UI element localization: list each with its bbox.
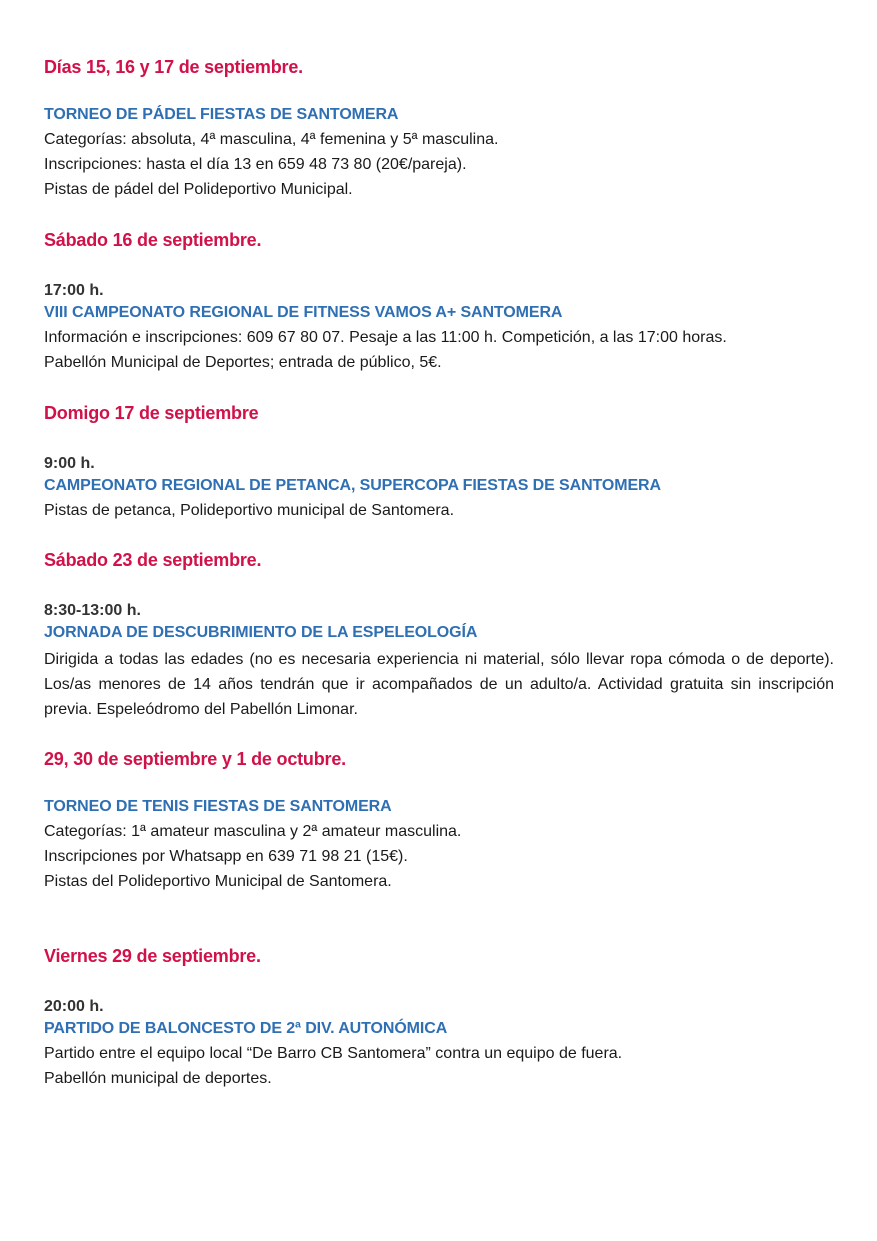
event-detail: Pabellón municipal de deportes.: [44, 1070, 272, 1087]
event-description: Dirigida a todas las edades (no es necesaria experiencia ni material, sólo llevar ropa cómoda o de deporte). Los/as menores de 14 años tendrán que ir acompañados de un adulto/a. Actividad gratuita sin inscripción previa. Espeleódromo del Pabellón Limonar.: [44, 651, 834, 718]
event-detail: Pistas de pádel del Polideportivo Municipal.: [44, 181, 353, 198]
event-title: JORNADA DE DESCUBRIMIENTO DE LA ESPELEOLOGÍA: [44, 624, 478, 641]
event-detail: Categorías: 1ª amateur masculina y 2ª amateur masculina.: [44, 823, 462, 840]
event-title: PARTIDO DE BALONCESTO DE 2ª DIV. AUTONÓMICA: [44, 1020, 448, 1037]
event-time: 17:00 h.: [44, 282, 104, 299]
event-time: 20:00 h.: [44, 998, 104, 1015]
event-detail: Pistas del Polideportivo Municipal de Santomera.: [44, 873, 392, 890]
event-date: Sábado 23 de septiembre.: [44, 550, 262, 570]
event-detail: Categorías: absoluta, 4ª masculina, 4ª femenina y 5ª masculina.: [44, 131, 499, 148]
event-date: Sábado 16 de septiembre.: [44, 230, 262, 250]
event-detail: Pistas de petanca, Polideportivo municipal de Santomera.: [44, 502, 455, 519]
event-date: 29, 30 de septiembre y 1 de octubre.: [44, 749, 346, 769]
event-date: Viernes 29 de septiembre.: [44, 946, 261, 966]
event-title: VIII CAMPEONATO REGIONAL DE FITNESS VAMOS A+ SANTOMERA: [44, 304, 563, 321]
event-date: Domigo 17 de septiembre: [44, 403, 259, 423]
event-title: CAMPEONATO REGIONAL DE PETANCA, SUPERCOPA FIESTAS DE SANTOMERA: [44, 477, 661, 494]
event-detail: Inscripciones: hasta el día 13 en 659 48 73 80 (20€/pareja).: [44, 156, 467, 173]
event-detail: Inscripciones por Whatsapp en 639 71 98 21 (15€).: [44, 848, 408, 865]
event-detail: Pabellón Municipal de Deportes; entrada de público, 5€.: [44, 354, 442, 371]
event-time: 9:00 h.: [44, 455, 95, 472]
event-date: Días 15, 16 y 17 de septiembre.: [44, 57, 303, 77]
event-title: TORNEO DE PÁDEL FIESTAS DE SANTOMERA: [44, 106, 399, 123]
event-title: TORNEO DE TENIS FIESTAS DE SANTOMERA: [44, 798, 392, 815]
event-detail: Partido entre el equipo local “De Barro CB Santomera” contra un equipo de fuera.: [44, 1045, 623, 1062]
event-detail: Información e inscripciones: 609 67 80 07. Pesaje a las 11:00 h. Competición, a las 17:00 horas.: [44, 329, 727, 346]
event-time: 8:30-13:00 h.: [44, 602, 141, 619]
